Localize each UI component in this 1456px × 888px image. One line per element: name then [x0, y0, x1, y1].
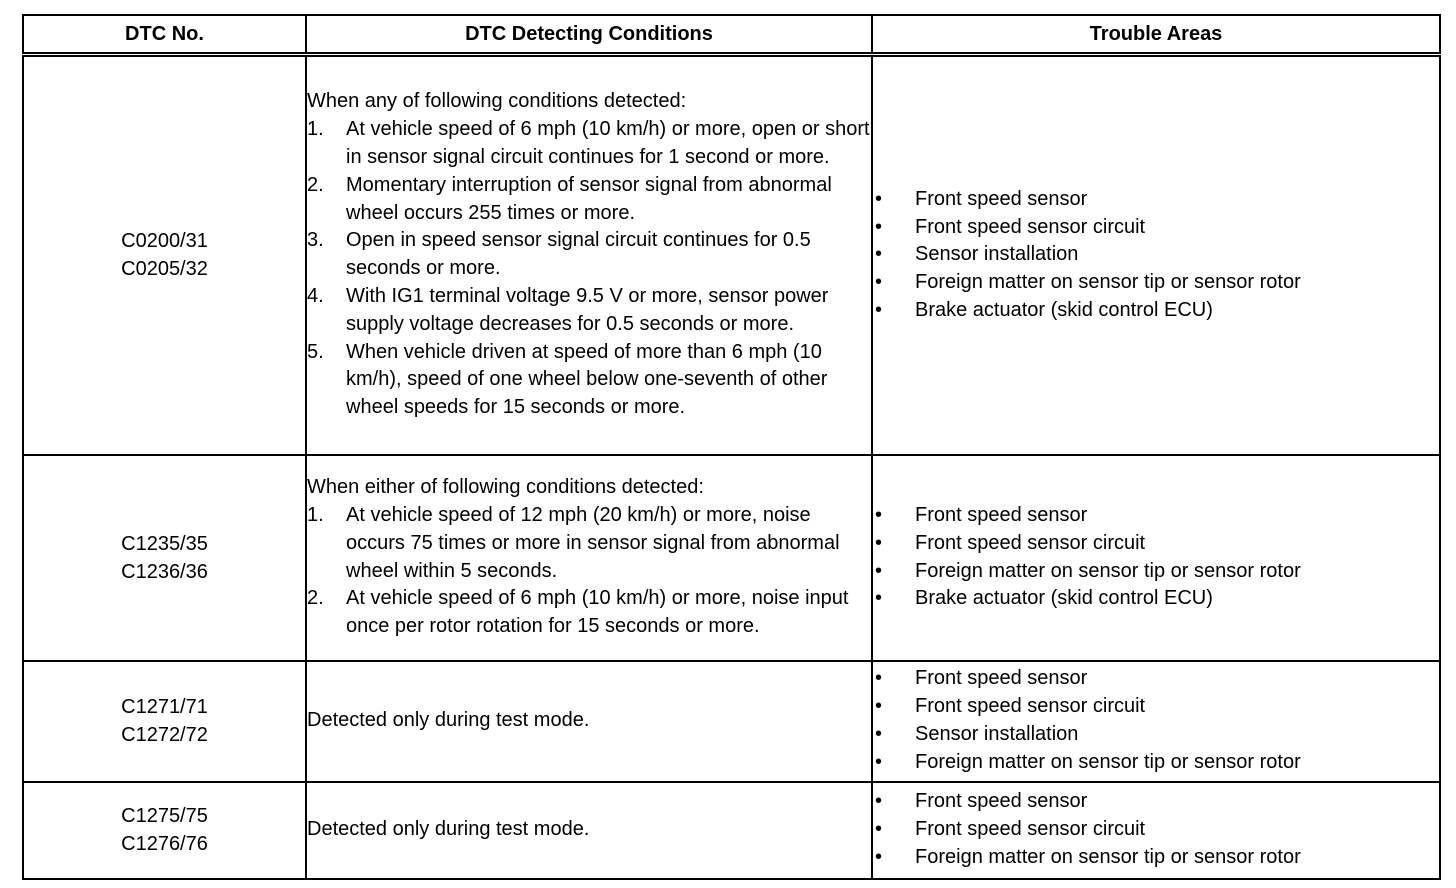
dtc-code: C0200/31: [121, 230, 208, 253]
dtc-code: C1275/75: [121, 805, 208, 827]
conditions-intro: When either of following conditions detected:: [307, 476, 704, 499]
conditions-cell: [306, 782, 872, 879]
condition-item: [307, 502, 871, 585]
bullet-icon: •: [875, 503, 883, 526]
condition-text: Momentary interruption of sensor signal from abnormal wheel occurs 255 times or more.: [346, 173, 832, 224]
dtc-code: C1272/72: [121, 724, 208, 746]
condition-text: With IG1 terminal voltage 9.5 V or more, sensor power supply voltage decreases for 0.5 seconds or more.: [346, 285, 829, 335]
conditions-intro: Detected only during test mode.: [307, 709, 590, 732]
trouble-areas-list: [873, 502, 1439, 613]
bullet-icon: •: [875, 845, 883, 868]
trouble-area-text: Front speed sensor circuit: [915, 818, 1146, 841]
condition-item: [307, 172, 871, 228]
conditions-cell: [306, 455, 872, 661]
conditions-cell: [306, 55, 872, 455]
trouble-area-text: Sensor installation: [915, 723, 1079, 745]
dtc-codes-cell: [23, 782, 306, 879]
bullet-icon: •: [875, 750, 883, 773]
table-row: [23, 782, 1440, 879]
dtc-code: C0205/32: [121, 258, 208, 281]
condition-item: [307, 585, 871, 641]
trouble-area-item: [873, 502, 1439, 530]
bullet-icon: •: [875, 243, 883, 266]
condition-text: Open in speed sensor signal circuit continues for 0.5 seconds or more.: [346, 229, 811, 280]
dtc-code: C1236/36: [121, 560, 208, 583]
condition-number: 1.: [307, 118, 324, 141]
trouble-areas-list: [873, 186, 1439, 325]
table-row: [23, 455, 1440, 661]
condition-item: [307, 227, 871, 283]
trouble-area-item: [873, 297, 1439, 325]
trouble-area-text: Front speed sensor circuit: [915, 695, 1146, 718]
trouble-area-item: [873, 665, 1439, 693]
dtc-codes-cell: [23, 661, 306, 782]
trouble-areas-cell: [872, 455, 1440, 661]
bullet-icon: •: [875, 531, 883, 554]
condition-number: 5.: [307, 340, 324, 363]
condition-item: [307, 116, 871, 172]
trouble-area-item: [873, 269, 1439, 297]
bullet-icon: •: [875, 723, 883, 745]
dtc-code: C1276/76: [121, 833, 208, 855]
bullet-icon: •: [875, 187, 883, 210]
header-row: [23, 15, 1440, 55]
bullet-icon: •: [875, 695, 883, 718]
table-row: [23, 55, 1440, 455]
dtc-table: [22, 14, 1441, 880]
condition-number: 2.: [307, 587, 324, 610]
trouble-area-item: [873, 214, 1439, 242]
header-conditions: DTC Detecting Conditions: [306, 15, 872, 55]
bullet-icon: •: [875, 271, 883, 294]
trouble-areas-cell: [872, 661, 1440, 782]
trouble-areas-list: [873, 665, 1439, 776]
trouble-area-text: Front speed sensor: [915, 187, 1088, 210]
trouble-area-text: Brake actuator (skid control ECU): [915, 587, 1213, 610]
trouble-area-text: Foreign matter on sensor tip or sensor rotor: [915, 750, 1301, 773]
trouble-area-item: [873, 186, 1439, 214]
trouble-areas-cell: [872, 55, 1440, 455]
condition-text: When vehicle driven at speed of more than 6 mph (10 km/h), speed of one wheel below one-seventh of other wheel speeds for 15 seconds or more.: [346, 340, 828, 419]
trouble-area-item: [873, 530, 1439, 558]
trouble-area-item: [873, 585, 1439, 613]
condition-number: 4.: [307, 285, 324, 308]
bullet-icon: •: [875, 790, 883, 813]
condition-text: At vehicle speed of 6 mph (10 km/h) or more, open or short in sensor signal circuit continues for 1 second or more.: [346, 118, 870, 169]
condition-text: At vehicle speed of 12 mph (20 km/h) or more, noise occurs 75 times or more in sensor signal from abnormal wheel within 5 seconds.: [346, 503, 840, 582]
trouble-area-text: Sensor installation: [915, 243, 1079, 266]
condition-number: 3.: [307, 229, 324, 252]
trouble-area-text: Foreign matter on sensor tip or sensor rotor: [915, 271, 1301, 294]
trouble-areas-list: [873, 788, 1439, 871]
trouble-area-text: Foreign matter on sensor tip or sensor rotor: [915, 559, 1301, 582]
trouble-area-text: Foreign matter on sensor tip or sensor rotor: [915, 845, 1301, 868]
conditions-list: [307, 502, 871, 641]
bullet-icon: •: [875, 667, 883, 690]
conditions-intro: When any of following conditions detected:: [307, 90, 687, 113]
condition-item: [307, 283, 871, 339]
dtc-code: C1235/35: [121, 532, 208, 555]
trouble-area-item: [873, 749, 1439, 777]
trouble-area-item: [873, 721, 1439, 749]
condition-number: 2.: [307, 173, 324, 196]
trouble-areas-cell: [872, 782, 1440, 879]
bullet-icon: •: [875, 559, 883, 582]
trouble-area-text: Front speed sensor: [915, 503, 1088, 526]
bullet-icon: •: [875, 215, 883, 238]
trouble-area-item: [873, 558, 1439, 586]
header-trouble-areas: Trouble Areas: [872, 15, 1440, 55]
trouble-area-text: Front speed sensor circuit: [915, 215, 1146, 238]
conditions-list: [307, 116, 871, 422]
table-row: [23, 661, 1440, 782]
trouble-area-item: [873, 788, 1439, 816]
trouble-area-text: Brake actuator (skid control ECU): [915, 298, 1213, 321]
bullet-icon: •: [875, 818, 883, 841]
header-dtc-no: DTC No.: [23, 15, 306, 55]
condition-text: At vehicle speed of 6 mph (10 km/h) or more, noise input once per rotor rotation for 15 seconds or more.: [346, 587, 849, 638]
trouble-area-item: [873, 816, 1439, 844]
conditions-cell: [306, 661, 872, 782]
bullet-icon: •: [875, 587, 883, 610]
trouble-area-text: Front speed sensor: [915, 667, 1088, 690]
dtc-codes-cell: [23, 55, 306, 455]
trouble-area-text: Front speed sensor: [915, 790, 1088, 813]
bullet-icon: •: [875, 298, 883, 321]
conditions-intro: Detected only during test mode.: [307, 818, 590, 841]
condition-item: [307, 339, 871, 422]
trouble-area-item: [873, 693, 1439, 721]
trouble-area-text: Front speed sensor circuit: [915, 531, 1146, 554]
condition-number: 1.: [307, 503, 324, 526]
trouble-area-item: [873, 241, 1439, 269]
trouble-area-item: [873, 844, 1439, 872]
dtc-code: C1271/71: [121, 696, 208, 718]
dtc-codes-cell: [23, 455, 306, 661]
